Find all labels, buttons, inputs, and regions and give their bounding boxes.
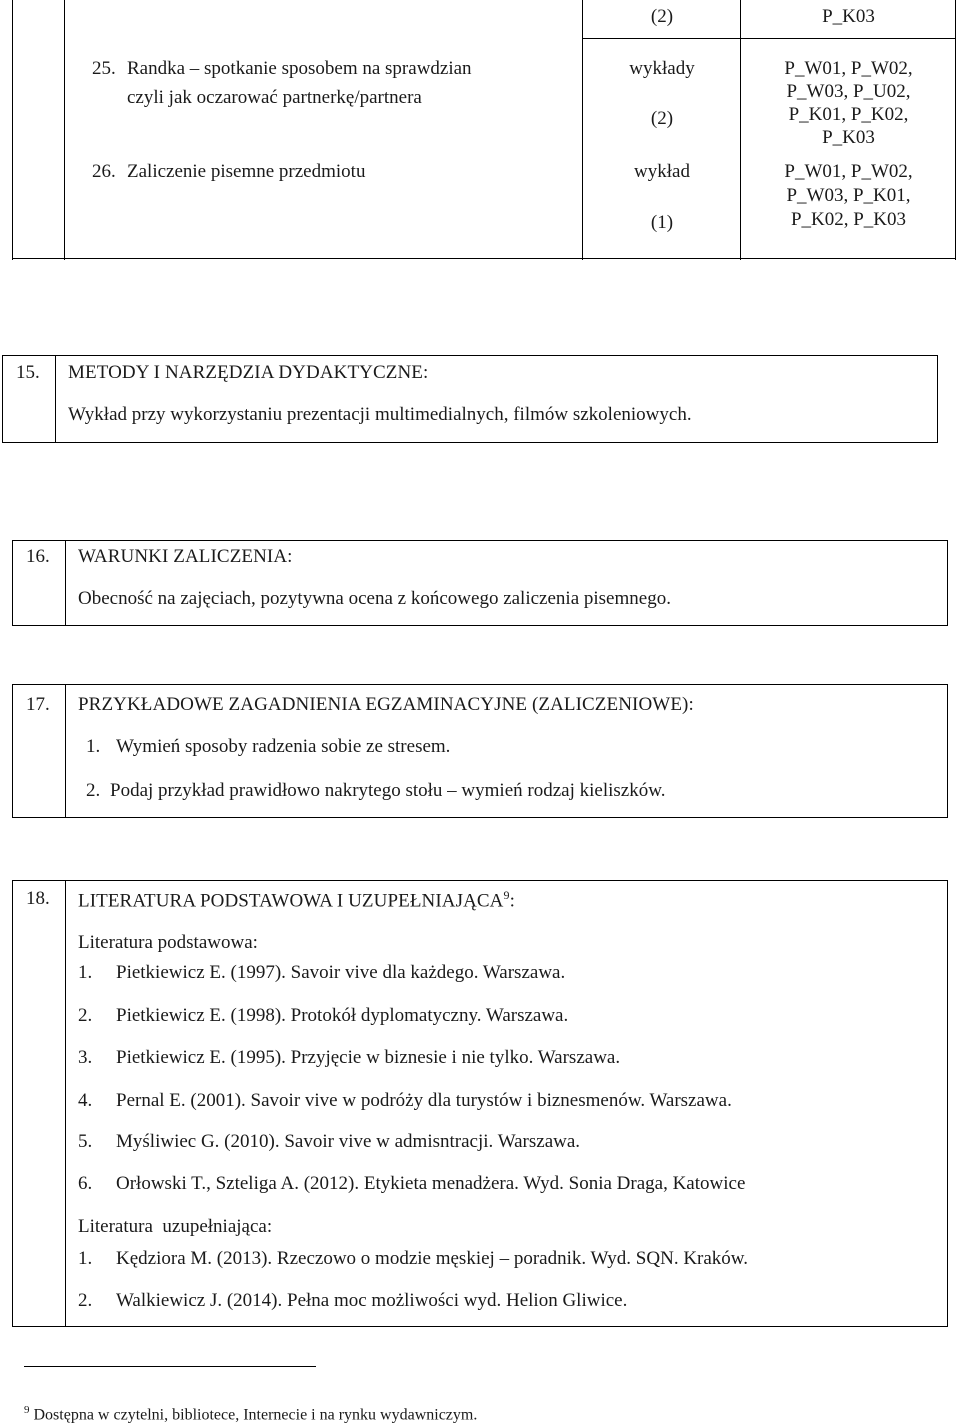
row-hours: (1)	[650, 212, 674, 233]
table-row-separator	[582, 38, 956, 39]
supplementary-literature-heading: Literatura uzupełniająca:	[78, 1216, 273, 1237]
item-number: 1.	[86, 736, 101, 757]
section-16-title: WARUNKI ZALICZENIA:	[78, 546, 293, 567]
item-text: Kędziora M. (2013). Rzeczowo o modzie męskiej – poradnik. Wyd. SQN. Kraków.	[116, 1248, 749, 1269]
section-17-number: 17.	[26, 694, 50, 715]
footnote-mark: 9	[24, 1404, 30, 1416]
footnote-text: Dostępna w czytelni, bibliotece, Internecie i na rynku wydawniczym.	[33, 1406, 478, 1424]
item-text: Pietkiewicz E. (1995). Przyjęcie w biznesie i nie tylko. Warszawa.	[116, 1047, 621, 1068]
item-text: Pernal E. (2001). Savoir vive w podróży dla turystów i biznesmenów. Warszawa.	[116, 1090, 732, 1111]
row-effects: P_K01, P_K02,	[788, 104, 909, 125]
table-divider-number	[64, 0, 65, 260]
section-number-divider	[65, 881, 66, 1326]
item-number: 1.	[78, 1248, 93, 1269]
section-18-title-text: LITERATURA PODSTAWOWA I UZUPEŁNIAJĄCA	[78, 890, 504, 912]
item-number: 2.	[78, 1005, 93, 1026]
section-18-number: 18.	[26, 888, 50, 909]
item-text: Podaj przykład prawidłowo nakrytego stołu – wymień rodzaj kieliszków.	[110, 780, 666, 801]
row-hours: (2)	[650, 108, 674, 129]
section-number-divider	[65, 685, 66, 817]
item-number: 2.	[78, 1290, 93, 1311]
row-number: 25.	[92, 58, 116, 79]
footnote-reference: 9	[503, 888, 510, 902]
item-text: Orłowski T., Szteliga A. (2012). Etykieta menadżera. Wyd. Sonia Draga, Katowice	[116, 1173, 746, 1194]
item-text: Walkiewicz J. (2014). Pełna moc możliwości wyd. Helion Gliwice.	[116, 1290, 628, 1311]
table-border-left	[12, 0, 13, 260]
basic-literature-heading: Literatura podstawowa:	[78, 932, 258, 953]
section-15-number: 15.	[16, 362, 40, 383]
row-effects: P_W03, P_U02,	[786, 81, 911, 102]
row-number: 26.	[92, 161, 116, 182]
item-number: 6.	[78, 1173, 93, 1194]
item-text: Wymień sposoby radzenia sobie ze stresem.	[116, 736, 451, 757]
item-number: 1.	[78, 962, 93, 983]
table-divider-effects	[740, 0, 741, 260]
section-15-title: METODY I NARZĘDZIA DYDAKTYCZNE:	[68, 362, 429, 383]
section-18-title-colon: :	[509, 890, 516, 912]
item-text: Pietkiewicz E. (1997). Savoir vive dla każdego. Warszawa.	[116, 962, 566, 983]
row-effects: P_W01, P_W02,	[784, 58, 913, 79]
row-effects: P_K03	[822, 127, 875, 148]
item-number: 2.	[86, 780, 101, 801]
row-topic: Zaliczenie pisemne przedmiotu	[127, 161, 366, 182]
item-number: 5.	[78, 1131, 93, 1152]
footnote	[24, 1404, 477, 1424]
row-effects: P_K02, P_K03	[790, 209, 907, 230]
table-border-bottom	[12, 258, 956, 259]
row-effects: P_W03, P_K01,	[786, 185, 911, 206]
section-16-number: 16.	[26, 546, 50, 567]
row-topic: czyli jak oczarować partnerkę/partnera	[127, 87, 422, 108]
row-topic: Randka – spotkanie sposobem na sprawdzian	[127, 58, 472, 79]
section-18-title	[78, 888, 515, 912]
footnote-separator	[24, 1366, 316, 1367]
section-number-divider	[65, 541, 66, 625]
item-text: Myśliwiec G. (2010). Savoir vive w admisntracji. Warszawa.	[116, 1131, 581, 1152]
row-form: wykłady	[629, 58, 695, 79]
section-17-title: PRZYKŁADOWE ZAGADNIENIA EGZAMINACYJNE (ZALICZENIOWE):	[78, 694, 694, 715]
table-border-right	[955, 0, 956, 260]
section-15-text: Wykład przy wykorzystaniu prezentacji multimedialnych, filmów szkoleniowych.	[68, 404, 692, 425]
row-effects: P_W01, P_W02,	[784, 161, 913, 182]
item-text: Pietkiewicz E. (1998). Protokół dyplomatyczny. Warszawa.	[116, 1005, 569, 1026]
section-16-text: Obecność na zajęciach, pozytywna ocena z końcowego zaliczenia pisemnego.	[78, 588, 671, 609]
top-row-hours: (2)	[650, 6, 674, 27]
row-form: wykład	[634, 161, 690, 182]
section-number-divider	[55, 356, 56, 442]
item-number: 4.	[78, 1090, 93, 1111]
top-row-effects: P_K03	[822, 6, 875, 27]
table-divider-form	[582, 0, 583, 260]
item-number: 3.	[78, 1047, 93, 1068]
